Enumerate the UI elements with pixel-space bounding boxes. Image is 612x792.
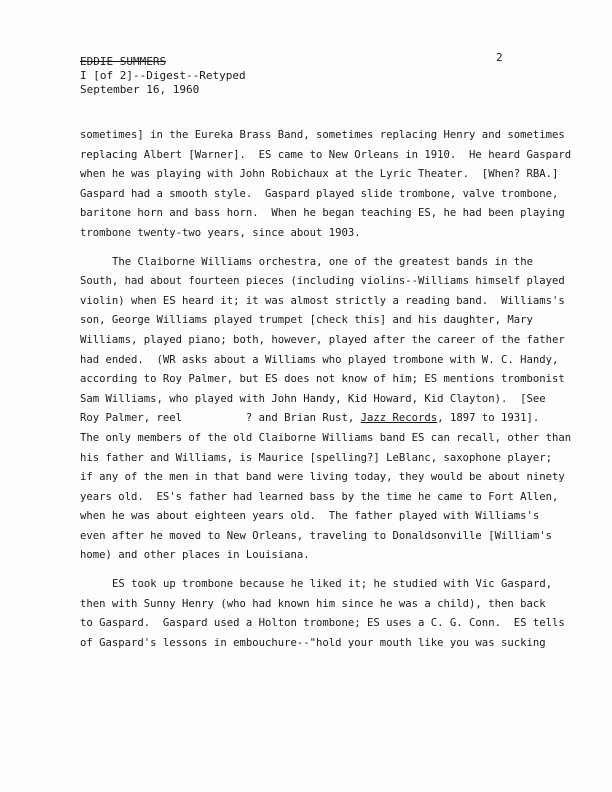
text-line: if any of the men in that band were living today, they would be about ninety [80,471,565,484]
paragraph-2 [80,253,572,567]
text-line: when he was about eighteen years old. The father played with Williams's [80,510,540,523]
text-line: replacing Albert [Warner]. ES came to New Orleans in 1910. He heard Gaspard [80,148,572,161]
text-line: trombone twenty-two years, since about 1903. [80,226,361,239]
text-line: ES took up trombone because he liked it; he studied with Vic Gaspard, [112,578,553,591]
text-line: when he was playing with John Robichaux at the Lyric Theater. [When? RBA.] [80,168,559,181]
paragraph-gap [80,566,540,575]
text-line: violin) when ES heard it; it was almost strictly a reading band. Williams's [80,294,565,307]
text-line: South, had about fourteen pieces (including violins--Williams himself played [80,275,565,288]
text-line: sometimes] in the Eureka Brass Band, sometimes replacing Henry and sometimes [80,129,565,141]
text-line: his father and Williams, is Maurice [spelling?] LeBlanc, saxophone player; [80,451,552,464]
text-segment: , 1897 to 1931]. [437,412,540,425]
paragraph-gap [80,244,540,253]
text-line: of Gaspard's lessons in embouchure--"hold your mouth like you was sucking [80,636,546,649]
paragraph-1 [80,126,572,244]
text-line [80,409,540,429]
text-line: then with Sunny Henry (who had known him since he was a child), then back [80,597,546,610]
text-line: years old. ES's father had learned bass by the time he came to Fort Allen, [80,490,559,503]
paragraph-3 [80,575,565,653]
interview-date: September 16, 1960 [80,83,200,96]
book-title: Jazz Records [360,412,438,425]
text-line: Sam Williams, who played with John Handy, Kid Howard, Kid Clayton). [See [80,392,546,405]
text-line: Gaspard had a smooth style. Gaspard played slide trombone, valve trombone, [80,187,559,200]
text-line: even after he moved to New Orleans, traveling to Donaldsonville [William's [80,529,552,542]
interviewee-name: EDDIE SUMMERS [80,55,167,68]
document-header [80,55,246,97]
page-number: 2 [496,51,503,64]
text-line: home) and other places in Louisiana. [80,549,310,562]
text-line: son, George Williams played trumpet [check this] and his daughter, Mary [80,314,533,327]
text-line: The Claiborne Williams orchestra, one of the greatest bands in the [112,255,533,268]
text-line: Williams, played piano; both, however, played after the career of the father [80,333,565,346]
text-line: to Gaspard. Gaspard used a Holton trombone; ES uses a C. G. Conn. ES tells [80,617,565,630]
text-segment: Roy Palmer, reel ? and Brian Rust, [80,412,361,425]
document-body [80,126,572,653]
text-line: The only members of the old Claiborne Williams band ES can recall, other than [80,431,572,444]
reel-digest-label: I [of 2]--Digest--Retyped [80,69,246,82]
text-line: had ended. (WR asks about a Williams who played trombone with W. C. Handy, [80,353,559,366]
text-line: baritone horn and bass horn. When he began teaching ES, he had been playing [80,207,565,220]
text-line: according to Roy Palmer, but ES does not know of him; ES mentions trombonist [80,373,565,386]
